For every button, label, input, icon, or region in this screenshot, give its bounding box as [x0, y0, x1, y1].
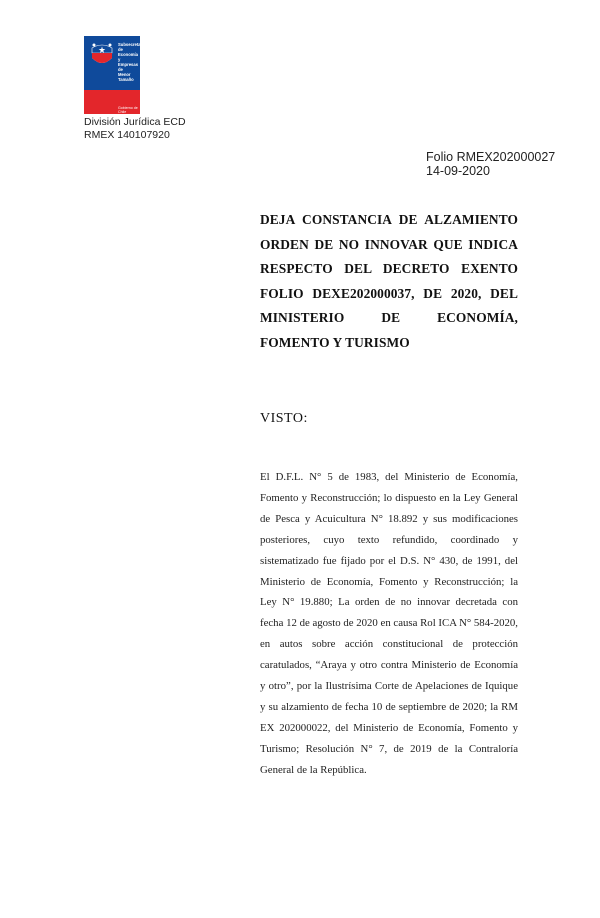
header-meta [84, 116, 186, 141]
logo-text: Subsecretaría de Economía y Empresas de Menor Tamaño [118, 42, 146, 82]
ministry-logo [84, 36, 146, 114]
section-body: El D.F.L. N° 5 de 1983, del Ministerio de Economía, Fomento y Reconstrucción; lo dispuesto en la Ley General de Pesca y Acuicultura N° 18.892 y sus modificaciones posteriores, cuyo texto refundido, coordinado y sistematizado fue fijado por el D.S. N° 430, de 1991, del Ministerio de Economía, Fomento y Reconstrucción; la Ley N° 19.880; La orden de no innovar decretada con fecha 12 de agosto de 2020 en causa Rol ICA N° 584-2020, en autos sobre acción constitucional de protección caratulados, “Araya y otro contra Ministerio de Economía y otro”, por la Ilustrísima Corte de Apelaciones de Iquique y su alzamiento de fecha 10 de septiembre de 2020; la RM EX 202000022, del Ministerio de Economía, Fomento y Turismo; Resolución N° 7, de 2019 de la Contraloría General de la República. [260, 471, 518, 776]
document-title: DEJA CONSTANCIA DE ALZAMIENTO ORDEN DE NO INNOVAR QUE INDICA RESPECTO DEL DECRETO EXENTO FOLIO DEXE202000037, DE 2020, DEL MINISTERIO DE ECONOMÍA, FOMENTO Y TURISMO [260, 212, 518, 350]
reference-number: RMEX 140107920 [84, 128, 170, 141]
coat-of-arms-icon [88, 40, 116, 70]
division-label: División Jurídica ECD [84, 116, 186, 128]
section-heading: VISTO: [260, 411, 308, 426]
folio-block [426, 150, 555, 178]
folio-number: Folio RMEX202000027 [426, 150, 556, 164]
folio-date: 14-09-2020 [426, 164, 490, 178]
logo-footer: Gobierno de Chile [118, 106, 138, 114]
